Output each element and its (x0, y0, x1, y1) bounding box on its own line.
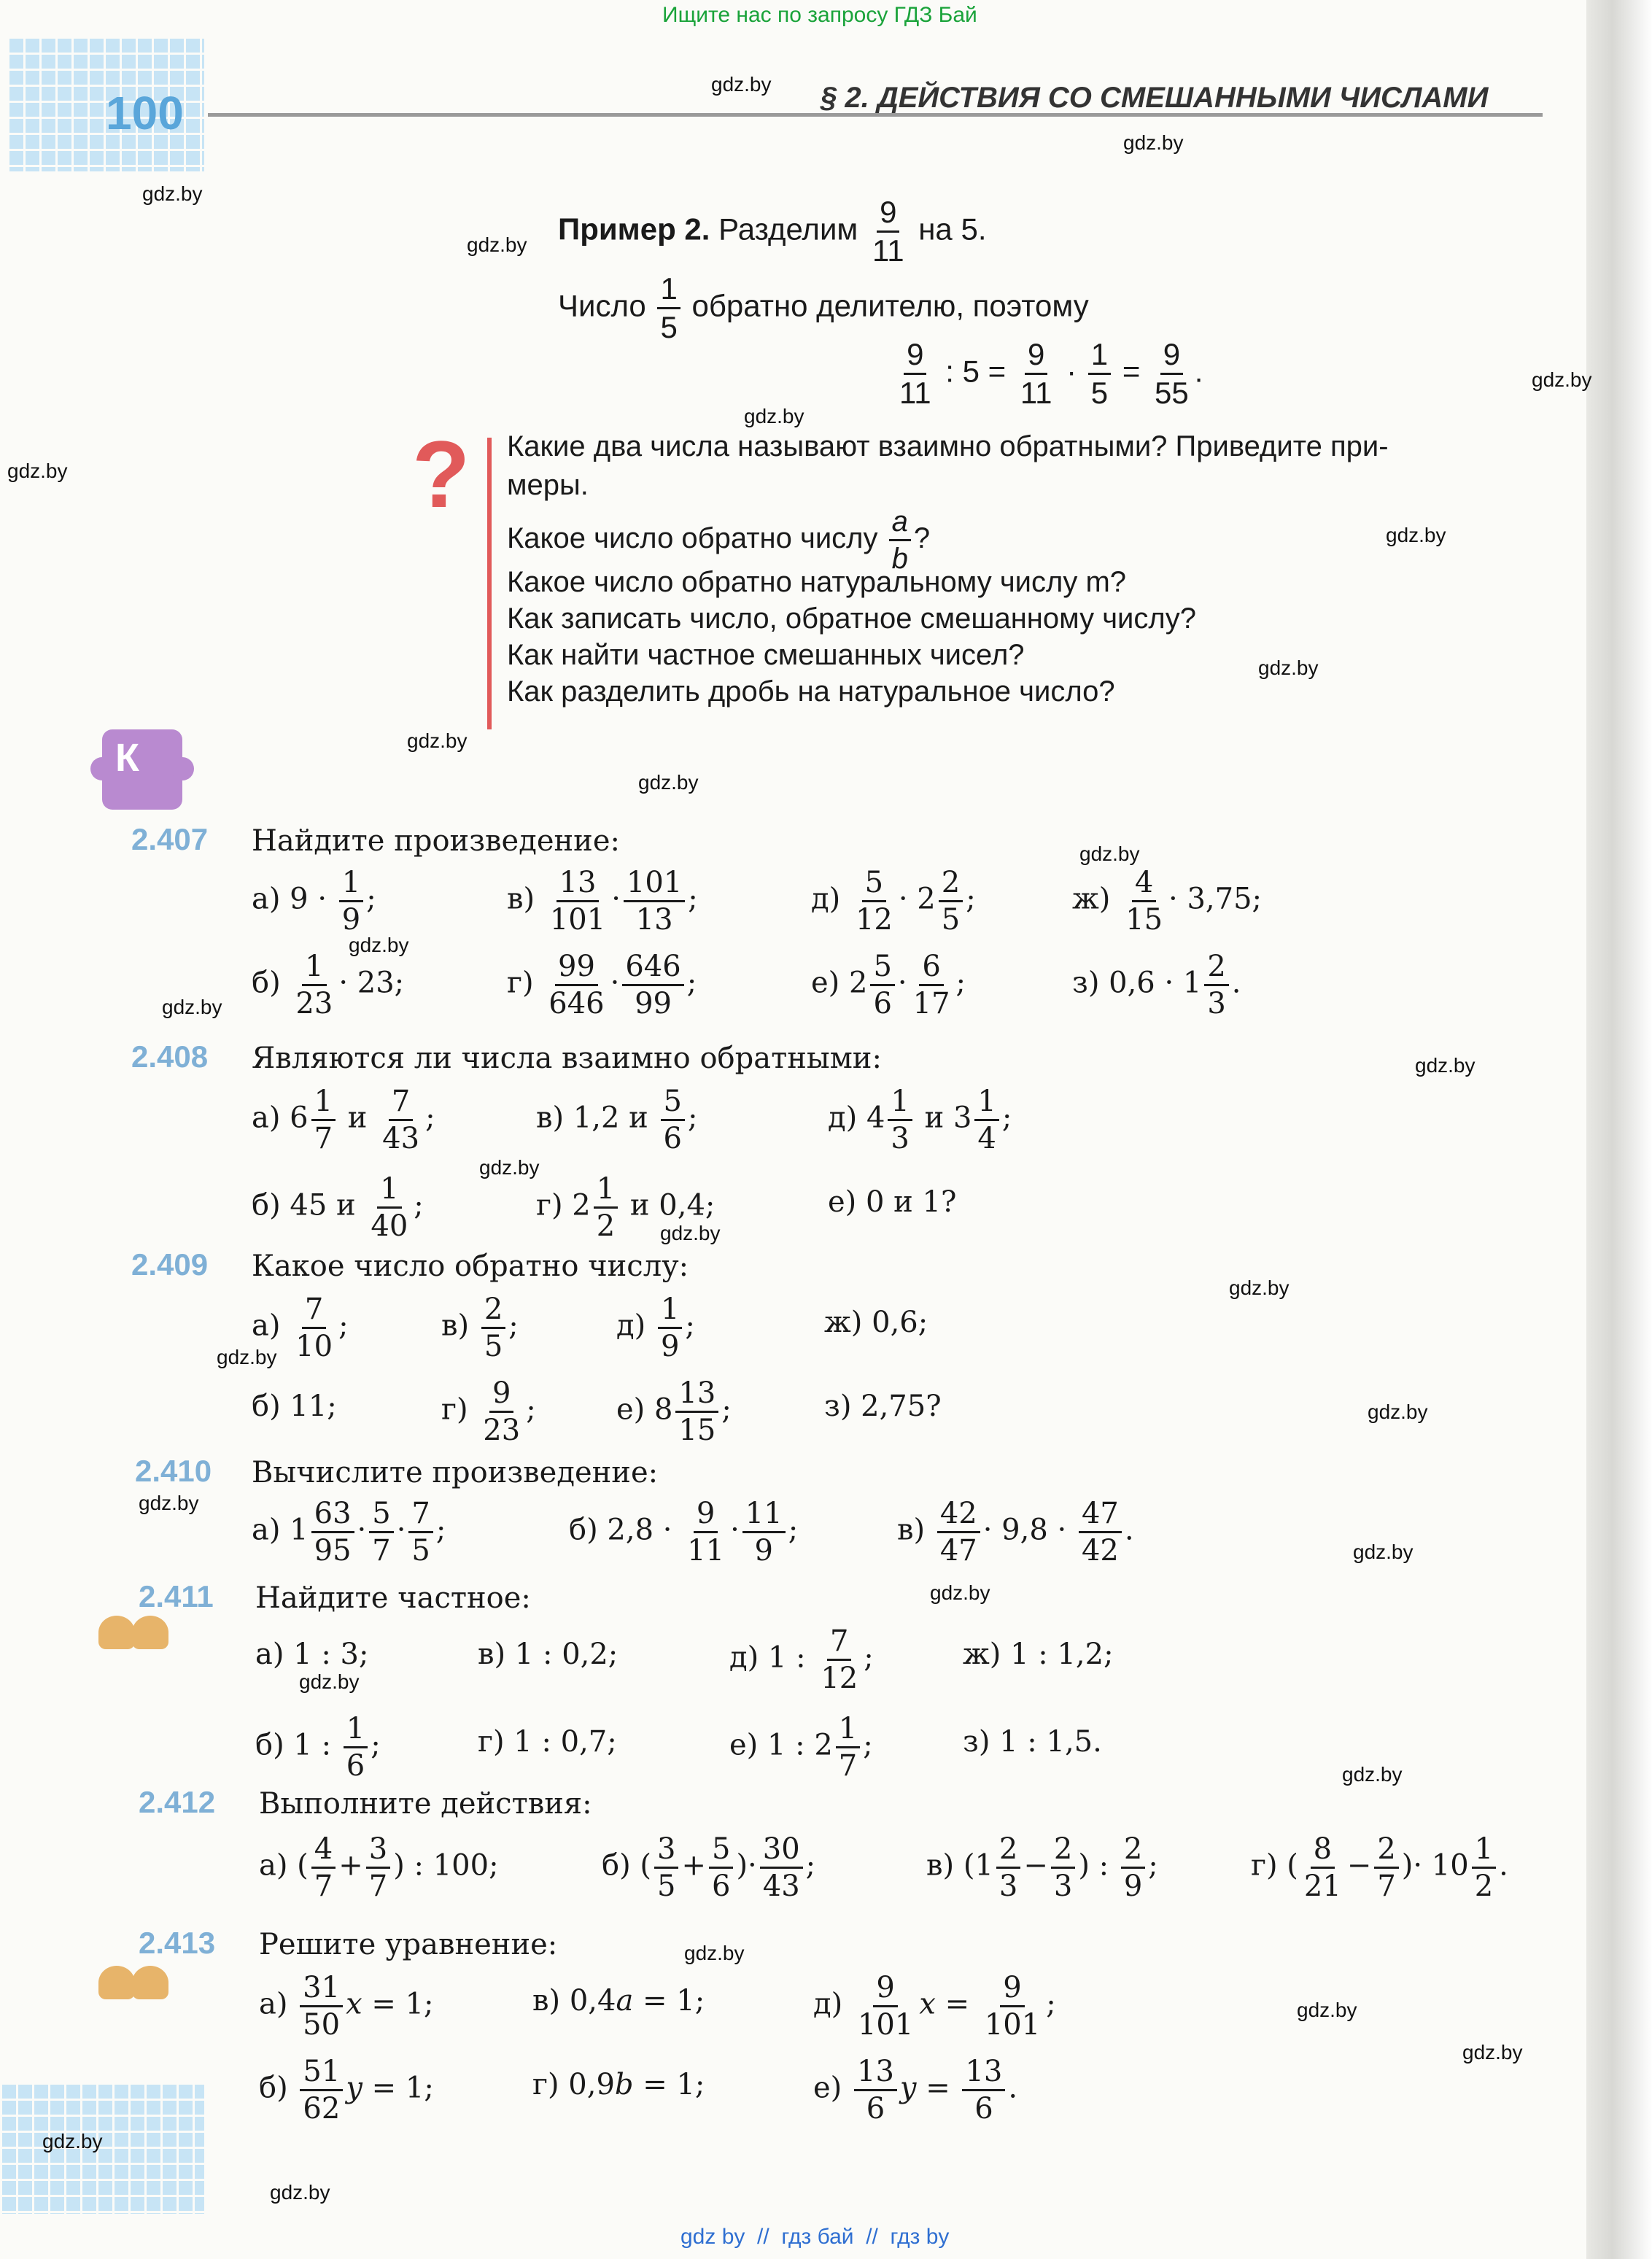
watermark: gdz.by (42, 2130, 103, 2153)
task-row: б) $\frac{1}{23}$ · 23; (252, 950, 405, 1020)
task-title: Являются ли числа взаимно обратными: (252, 1042, 882, 1075)
task-number: 2.407 (131, 822, 209, 856)
task-number: 2.410 (135, 1454, 212, 1488)
watermark: gdz.by (1297, 1999, 1357, 2021)
task-row: б) 2,8 · $\frac{9}{11}$ · $\frac{11}{9}$ ; (569, 1497, 799, 1568)
watermark: gdz.by (711, 73, 772, 96)
task-row: е) $\frac{13}{6}$ y = $\frac{13}{6}$ . (813, 2055, 1018, 2126)
pair-work-icon (98, 1608, 171, 1649)
k-badge (102, 729, 182, 810)
example-line-1 (558, 197, 986, 266)
task-row: з) 2,75? (824, 1390, 942, 1423)
watermark: gdz.by (217, 1346, 277, 1368)
watermark: gdz.by (1532, 368, 1592, 391)
task-row: д) $\frac{9}{101}$ x = $\frac{9}{101}$ ; (813, 1971, 1056, 2042)
task-row: г) $\frac{99}{646}$ · $\frac{646}{99}$ ; (507, 950, 697, 1020)
task-number: 2.411 (139, 1579, 214, 1613)
pair-work-icon (98, 1958, 171, 1999)
watermark: gdz.by (1368, 1400, 1428, 1423)
task-row: а) $\frac{7}{10}$ ; (252, 1293, 349, 1363)
question-line: Какие два числа называют взаимно обратными? Приведите при- (507, 430, 1389, 462)
watermark: gdz.by (407, 729, 468, 752)
task-row: в) (1 $\frac{2}{3}$ − $\frac{2}{3}$ ) : $\frac{2}{9}$ ; (926, 1832, 1158, 1903)
task-row: в) $\frac{2}{5}$ ; (441, 1293, 519, 1363)
watermark: gdz.by (1123, 131, 1184, 154)
task-row: е) 2 $\frac{5}{6}$ · $\frac{6}{17}$ ; (811, 950, 966, 1020)
watermark: gdz.by (930, 1581, 990, 1604)
watermark: gdz.by (638, 771, 699, 794)
watermark: gdz.by (1258, 656, 1319, 679)
example-text: на 5. (918, 212, 987, 247)
task-row: д) $\frac{5}{12}$ · 2 $\frac{2}{5}$ ; (811, 866, 976, 937)
promo-top[interactable]: Ищите нас по запросу ГДЗ Бай (662, 3, 977, 27)
k-badge-letter: К (115, 736, 139, 780)
task-number: 2.409 (131, 1247, 209, 1282)
task-row: е) 0 и 1? (828, 1185, 957, 1219)
task-row: б) 1 : $\frac{1}{6}$ ; (255, 1712, 381, 1783)
task-row: в) $\frac{13}{101}$ · $\frac{101}{13}$ ; (507, 866, 698, 937)
task-row: д) $\frac{1}{9}$ ; (616, 1293, 695, 1363)
task-row: г) ( $\frac{8}{21}$ − $\frac{2}{7}$ )· 10 $\frac{1}{2}$ . (1251, 1832, 1508, 1903)
page-edge-shadow (1586, 0, 1652, 2259)
watermark: gdz.by (1386, 524, 1446, 546)
question-bar (487, 438, 492, 729)
task-row: ж) 1 : 1,2; (963, 1638, 1114, 1671)
task-row: в) 1,2 и $\frac{5}{6}$ ; (536, 1085, 698, 1155)
task-number: 2.408 (131, 1039, 209, 1074)
task-title: Найдите произведение: (252, 824, 620, 858)
watermark: gdz.by (1342, 1763, 1403, 1786)
question-line: Как записать число, обратное смешанному числу? (507, 602, 1196, 635)
task-title: Вычислите произведение: (252, 1456, 659, 1489)
task-row: б) 11; (252, 1390, 337, 1423)
fraction: $\frac{9}{11}$ (872, 195, 904, 268)
question-line: Какое число обратно числу $\frac{a}{b}$ ? (507, 505, 931, 575)
task-row: е) 1 : 2 $\frac{1}{7}$ ; (729, 1712, 873, 1783)
question-line: Как найти частное смешанных чисел? (507, 639, 1025, 671)
watermark: gdz.by (467, 233, 527, 256)
watermark: gdz.by (270, 2181, 330, 2204)
task-row: б) $\frac{51}{62}$ y = 1; (259, 2055, 434, 2126)
watermark: gdz.by (1229, 1276, 1290, 1299)
watermark: gdz.by (684, 1942, 745, 1964)
fraction: $\frac{1}{5}$ (657, 274, 680, 343)
watermark: gdz.by (349, 934, 409, 956)
watermark: gdz.by (139, 1492, 199, 1514)
task-number: 2.412 (139, 1785, 216, 1819)
watermark: gdz.by (1079, 842, 1140, 865)
task-title: Решите уравнение: (259, 1928, 558, 1961)
watermark: gdz.by (162, 996, 222, 1018)
example-text: Разделим (718, 212, 858, 247)
task-row: а) 6 $\frac{1}{7}$ и $\frac{7}{43}$ ; (252, 1085, 435, 1155)
section-header: § 2. ДЕЙСТВИЯ СО СМЕШАННЫМИ ЧИСЛАМИ (821, 82, 1489, 114)
example-label: Пример 2. (558, 212, 710, 247)
task-row: а) 1 $\frac{63}{95}$ · $\frac{5}{7}$ · $\frac{7}{5}$ ; (252, 1497, 446, 1568)
task-row: г) 1 : 0,7; (478, 1725, 617, 1759)
task-row: а) 9 · $\frac{1}{9}$ ; (252, 866, 376, 937)
task-row: з) 1 : 1,5. (963, 1725, 1102, 1759)
task-row: г) $\frac{9}{23}$ ; (441, 1376, 536, 1447)
task-title: Найдите частное: (255, 1581, 531, 1615)
question-line: Какое число обратно натуральному числу m? (507, 566, 1127, 598)
watermark: gdz.by (744, 405, 804, 427)
task-row: а) $\frac{31}{50}$ x = 1; (259, 1971, 434, 2042)
task-row: д) 1 : $\frac{7}{12}$ ; (729, 1624, 874, 1695)
task-row: г) 0,9b = 1; (532, 2068, 705, 2101)
task-title: Какое число обратно числу: (252, 1249, 689, 1283)
task-number: 2.413 (139, 1926, 216, 1960)
question-line: Как разделить дробь на натуральное число? (507, 675, 1115, 708)
task-row: в) 1 : 0,2; (478, 1638, 618, 1671)
example-equation: $\frac{9}{11}$ : 5 = $\frac{9}{11}$ · $\frac{1}{5}$ = $\frac{9}{55}$ . (899, 337, 1203, 410)
watermark: gdz.by (1353, 1541, 1413, 1563)
watermark: gdz.by (479, 1156, 540, 1179)
page-number: 100 (106, 87, 184, 139)
task-row: в) $\frac{42}{47}$ · 9,8 · $\frac{47}{42}$ . (897, 1497, 1134, 1568)
task-row: б) 45 и $\frac{1}{40}$ ; (252, 1172, 424, 1243)
task-row: ж) 0,6; (824, 1306, 928, 1339)
task-row: б) ( $\frac{3}{5}$ + $\frac{5}{6}$ )· $\frac{30}{43}$ ; (602, 1832, 816, 1903)
promo-bottom[interactable]: gdz by // гдз бай // гдз by (680, 2225, 950, 2249)
task-row: г) 2 $\frac{1}{2}$ и 0,4; (536, 1172, 716, 1243)
task-row: ж) $\frac{4}{15}$ · 3,75; (1072, 866, 1262, 937)
watermark: gdz.by (660, 1222, 721, 1244)
example-line-2: Число $\frac{1}{5}$ обратно делителю, поэтому (558, 271, 1089, 344)
watermark: gdz.by (1462, 2041, 1523, 2064)
task-row: з) 0,6 · 1 $\frac{2}{3}$ . (1072, 950, 1241, 1020)
task-row: а) 1 : 3; (255, 1638, 369, 1671)
watermark: gdz.by (299, 1670, 360, 1693)
question-mark-icon: ? (412, 421, 470, 527)
watermark: gdz.by (1415, 1054, 1475, 1077)
task-title: Выполните действия: (259, 1787, 592, 1821)
task-row: в) 0,4a = 1; (532, 1984, 705, 2018)
question-line: меры. (507, 469, 589, 501)
task-row: а) ( $\frac{4}{7}$ + $\frac{3}{7}$ ) : 100; (259, 1832, 499, 1903)
task-row: д) 4 $\frac{1}{3}$ и 3 $\frac{1}{4}$ ; (828, 1085, 1012, 1155)
watermark: gdz.by (7, 460, 68, 482)
watermark: gdz.by (142, 182, 203, 205)
task-row: е) 8 $\frac{13}{15}$ ; (616, 1376, 732, 1447)
